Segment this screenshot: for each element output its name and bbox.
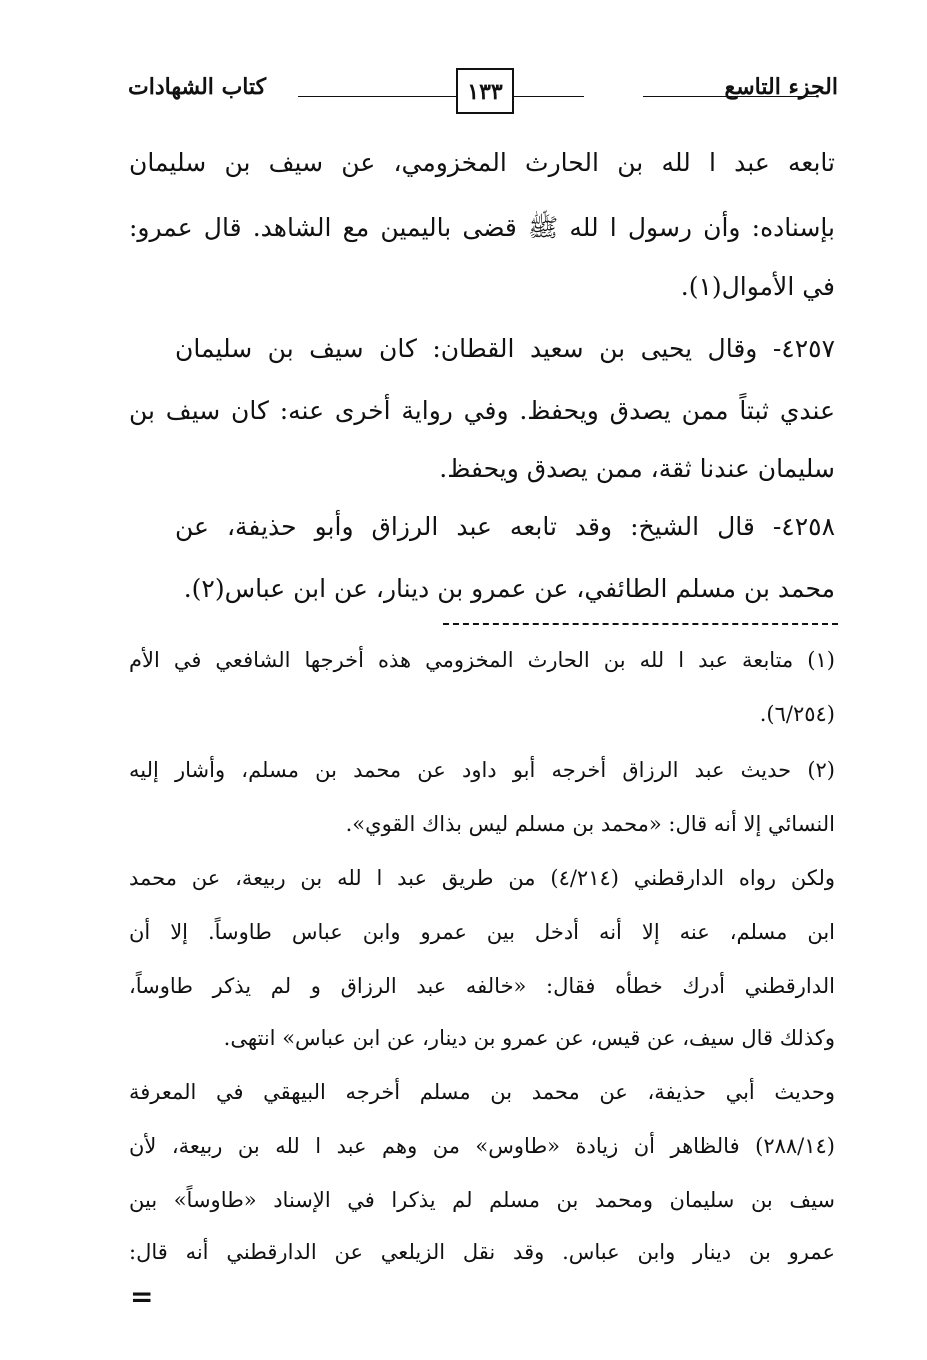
footnote-line: ابن مسلم، عنه إلا أنه أدخل بين عمرو وابن عباس طاوساً. إلا أن <box>129 920 835 944</box>
volume-title: الجزء التاسع <box>724 74 838 100</box>
footnote-line: (٦/٢٥٤). <box>759 702 835 726</box>
text-line: سليمان عندنا ثقة، ممن يصدق ويحفظ. <box>439 454 835 483</box>
running-header <box>128 68 838 118</box>
footnote-line: وكذلك قال سيف، عن قيس، عن عمرو بن دينار، عن ابن عباس» انتهى. <box>223 1026 835 1050</box>
footnote-line: النسائي إلا أنه قال: «محمد بن مسلم ليس بذاك القوي». <box>345 812 835 836</box>
continuation-mark: = <box>130 1280 154 1313</box>
footnote-line: (١) متابعة عبد ا لله بن الحارث المخزومي هذه أخرجها الشافعي في الأم <box>129 648 835 672</box>
text-line: محمد بن مسلم الطائفي، عن عمرو بن دينار، عن ابن عباس(٢). <box>183 574 835 603</box>
book-title: كتاب الشهادات <box>128 74 267 100</box>
text-line: ٤٢٥٧- وقال يحيى بن سعيد القطان: كان سيف بن سليمان <box>175 334 835 363</box>
page-number-box: ١٣٣ <box>456 68 514 114</box>
text-line: تابعه عبد ا لله بن الحارث المخزومي، عن سيف بن سليمان <box>129 148 835 177</box>
text-line: ٤٢٥٨- قال الشيخ: وقد تابعه عبد الرزاق وأبو حذيفة، عن <box>175 512 835 541</box>
footnote-line: سيف بن سليمان ومحمد بن مسلم لم يذكرا في الإسناد «طاوساً» بين <box>129 1188 835 1212</box>
text-line: في الأموال(١). <box>680 272 835 301</box>
header-rule-left <box>298 96 584 97</box>
footnote-line: ولكن رواه الدارقطني (٤/٢١٤) من طريق عبد ا لله بن ربيعة، عن محمد <box>129 866 835 890</box>
footnote-line: (٢٨٨/١٤) فالظاهر أن زيادة «طاوس» من وهم عبد ا لله بن ربيعة، لأن <box>129 1134 835 1158</box>
footnote-line: عمرو بن دينار وابن عباس. وقد نقل الزيلعي عن الدارقطني أنه قال: <box>129 1240 835 1264</box>
text-line: عندي ثبتاً ممن يصدق ويحفظ. وفي رواية أخرى عنه: كان سيف بن <box>129 396 835 425</box>
text-line: بإسناده: وأن رسول ا لله ﷺ قضى باليمين مع الشاهد. قال عمرو: <box>129 213 835 242</box>
footnote-line: (٢) حديث عبد الرزاق أخرجه أبو داود عن محمد بن مسلم، وأشار إليه <box>129 758 835 782</box>
footnote-separator <box>443 623 838 625</box>
footnote-line: وحديث أبي حذيفة، عن محمد بن مسلم أخرجه البيهقي في المعرفة <box>129 1080 835 1104</box>
footnote-line: الدارقطني أدرك خطأه فقال: «خالفه عبد الرزاق و لم يذكر طاوساً، <box>129 974 835 998</box>
